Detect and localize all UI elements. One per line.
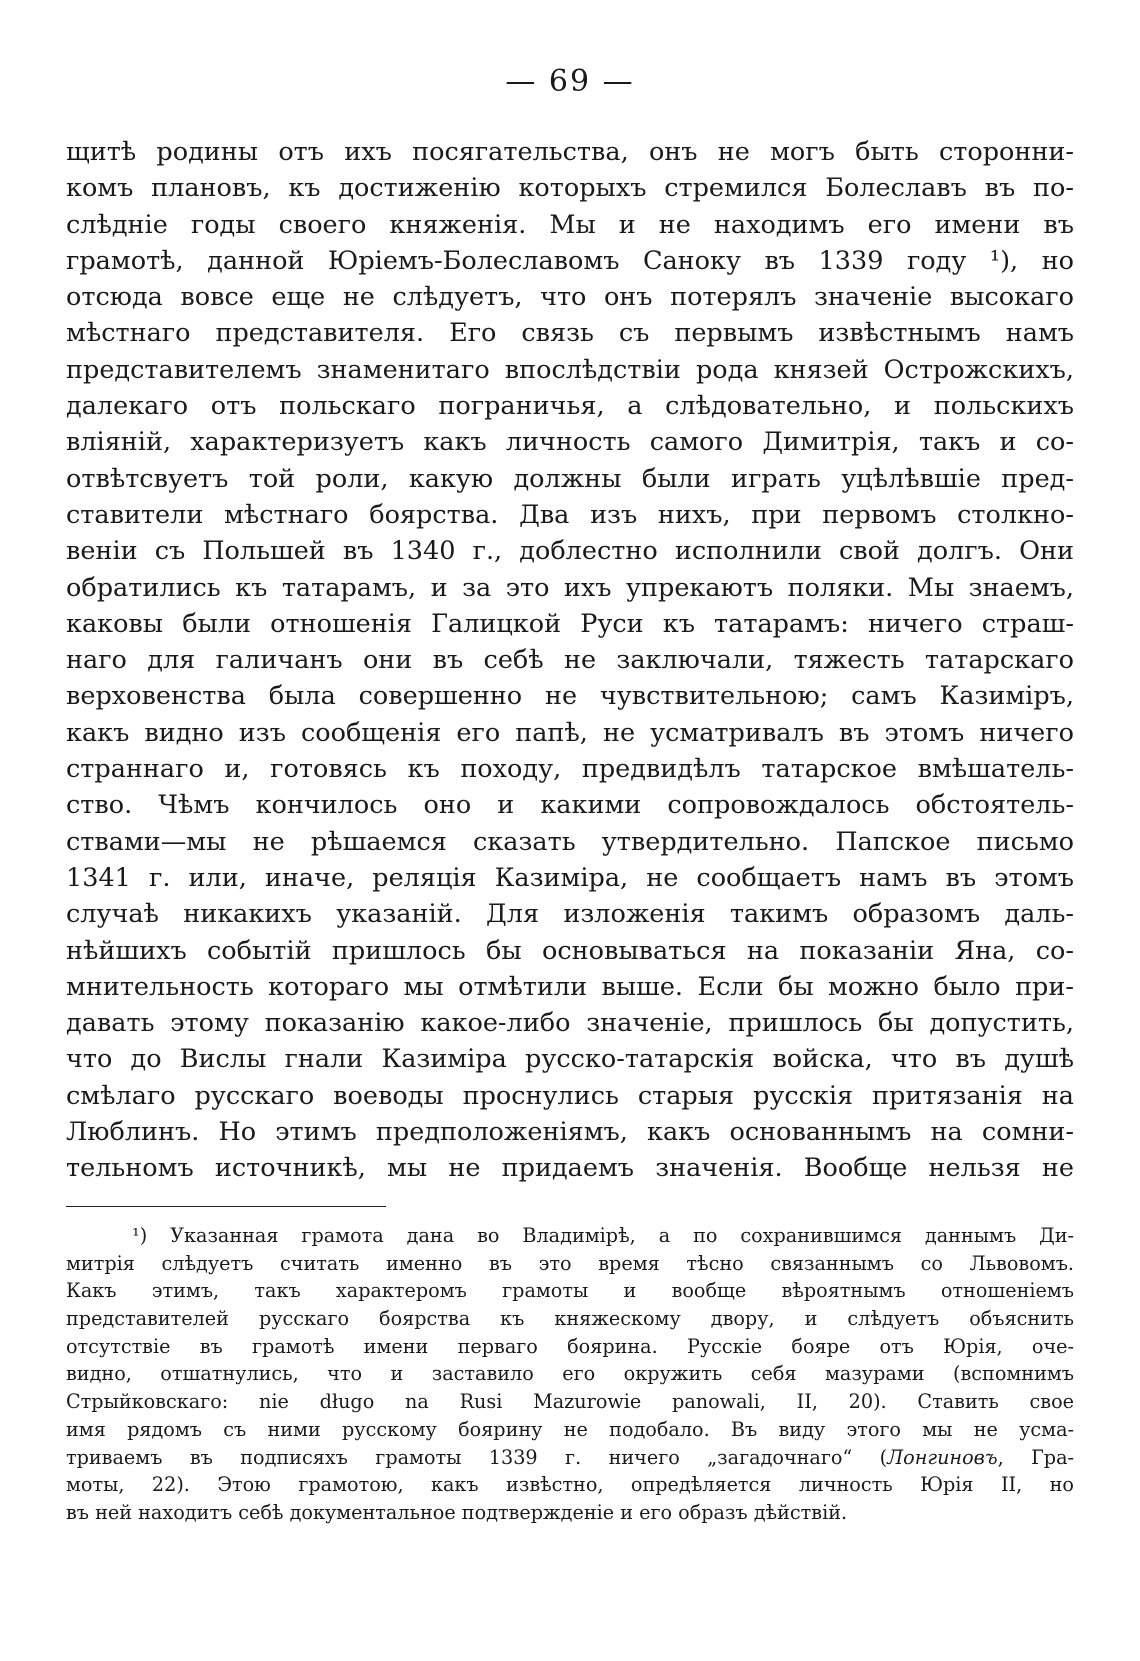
body-line: случаѣ никакихъ указаній. Для изложенія такимъ образомъ даль- <box>66 899 1074 930</box>
body-line: комъ плановъ, къ достиженію которыхъ стремился Болеславъ въ по- <box>66 173 1074 204</box>
body-line: веніи съ Польшей въ 1340 г., доблестно исполнили свой долгъ. Они <box>66 536 1074 567</box>
body-line: ставители мѣстнаго боярства. Два изъ нихъ, при первомъ столкно- <box>66 499 1074 530</box>
footnote-line: Какъ этимъ, такъ характеромъ грамоты и вообще вѣроятнымъ отношеніемъ <box>66 1279 1074 1303</box>
body-line: отвѣтсвуетъ той роли, какую должны были играть уцѣлѣвшіе пред- <box>66 463 1074 494</box>
body-line: Люблинъ. Но этимъ предположеніямъ, какъ основаннымъ на сомни- <box>66 1117 1074 1148</box>
footnote-marker: ¹) <box>132 1224 148 1247</box>
body-line: нѣйшихъ событій пришлось бы основываться на показаніи Яна, со- <box>66 935 1074 966</box>
footnote-line: моты, 22). Этою грамотою, какъ извѣстно, опредѣляется личность Юрія II, но <box>66 1473 1074 1497</box>
body-line: 1341 г. или, иначе, реляція Казиміра, не сообщаетъ намъ въ этомъ <box>66 862 1074 893</box>
body-line: смѣлаго русскаго воеводы проснулись старыя русскія притязанія на <box>66 1080 1074 1111</box>
footnote-text: , Гра- <box>997 1445 1074 1469</box>
footnote-text: триваемъ въ подписяхъ грамоты 1339 г. ничего „загадочнаго“ ( <box>66 1445 888 1469</box>
body-line: слѣдніе годы своего княженія. Мы и не находимъ его имени въ <box>66 209 1074 240</box>
footnote-line: имя рядомъ съ ними русскому боярину не подобало. Въ виду этого мы не усма- <box>66 1417 1074 1441</box>
body-line: каковы были отношенія Галицкой Руси къ татарамъ: ничего страш- <box>66 608 1074 639</box>
body-line: тельномъ источникѣ, мы не придаемъ значенія. Вообще нельзя не <box>66 1153 1074 1184</box>
body-line: отсюда вовсе еще не слѣдуетъ, что онъ потерялъ значеніе высокаго <box>66 282 1074 313</box>
body-text <box>66 134 1074 1187</box>
footnote-line: митрія слѣдуетъ считать именно въ это время тѣсно связаннымъ со Львовомъ. <box>66 1251 1074 1275</box>
body-line: давать этому показанію какое-либо значеніе, пришлось бы допустить, <box>66 1008 1074 1039</box>
body-line: ствами—мы не рѣшаемся сказать утвердительно. Папское письмо <box>66 826 1074 857</box>
body-line: представителемъ знаменитаго впослѣдствіи рода князей Острожскихъ, <box>66 354 1074 385</box>
body-line: наго для галичанъ они въ себѣ не заключали, тяжесть татарскаго <box>66 645 1074 676</box>
body-line: щитѣ родины отъ ихъ посягательства, онъ не могъ быть сторонни- <box>66 137 1074 167</box>
body-line: какъ видно изъ сообщенія его папѣ, не усматривалъ въ этомъ ничего <box>66 717 1074 748</box>
body-line: мнительность котораго мы отмѣтили выше. Если бы можно было при- <box>66 971 1074 1002</box>
footnote-text: Указанная грамота дана во Владимірѣ, а по сохранившимся даннымъ Ди- <box>170 1224 1074 1247</box>
footnote-line: представителей русскаго боярства къ княжескому двору, и слѣдуетъ объяснить <box>66 1307 1074 1331</box>
footnote-line: Стрыйковскаго: nie długo na Rusi Mazurowie panowali, II, 20). Ставить свое <box>66 1390 1074 1414</box>
body-line: мѣстнаго представителя. Его связь съ первымъ извѣстнымъ намъ <box>66 318 1074 349</box>
footnote <box>66 1222 1074 1527</box>
footnote-line: въ ней находитъ себѣ документальное подтвержденіе и его образъ дѣйствій. <box>66 1500 848 1524</box>
footnote-citation: Лонгиновъ <box>887 1445 998 1469</box>
footnote-line <box>66 1444 1074 1472</box>
body-line: обратились къ татарамъ, и за это ихъ упрекаютъ поляки. Мы знаемъ, <box>66 572 1074 603</box>
body-line: страннаго и, готовясь къ походу, предвидѣлъ татарское вмѣшатель- <box>66 754 1074 785</box>
body-line: далекаго отъ польскаго пограничья, а слѣдовательно, и польскихъ <box>66 391 1074 422</box>
body-line: ство. Чѣмъ кончилось оно и какими сопровождалось обстоятель- <box>66 790 1074 821</box>
footnote-line: отсутствіе въ грамотѣ имени перваго боярина. Русскіе бояре отъ Юрія, оче- <box>66 1334 1074 1358</box>
footnote-divider <box>66 1206 386 1207</box>
page-number: — 69 — <box>505 64 635 99</box>
body-line: верховенства была совершенно не чувствительною; самъ Казиміръ, <box>66 681 1074 712</box>
footnote-line <box>66 1222 1074 1250</box>
body-line: вліяній, характеризуетъ какъ личность самого Димитрія, такъ и со- <box>66 427 1074 458</box>
body-line: грамотѣ, данной Юріемъ-Болеславомъ Саноку въ 1339 году ¹), но <box>66 245 1074 276</box>
body-line: что до Вислы гнали Казиміра русско-татарскія войска, что въ душѣ <box>66 1044 1074 1075</box>
footnote-line: видно, отшатнулись, что и заставило его окружить себя мазурами (вспомнимъ <box>66 1362 1074 1386</box>
